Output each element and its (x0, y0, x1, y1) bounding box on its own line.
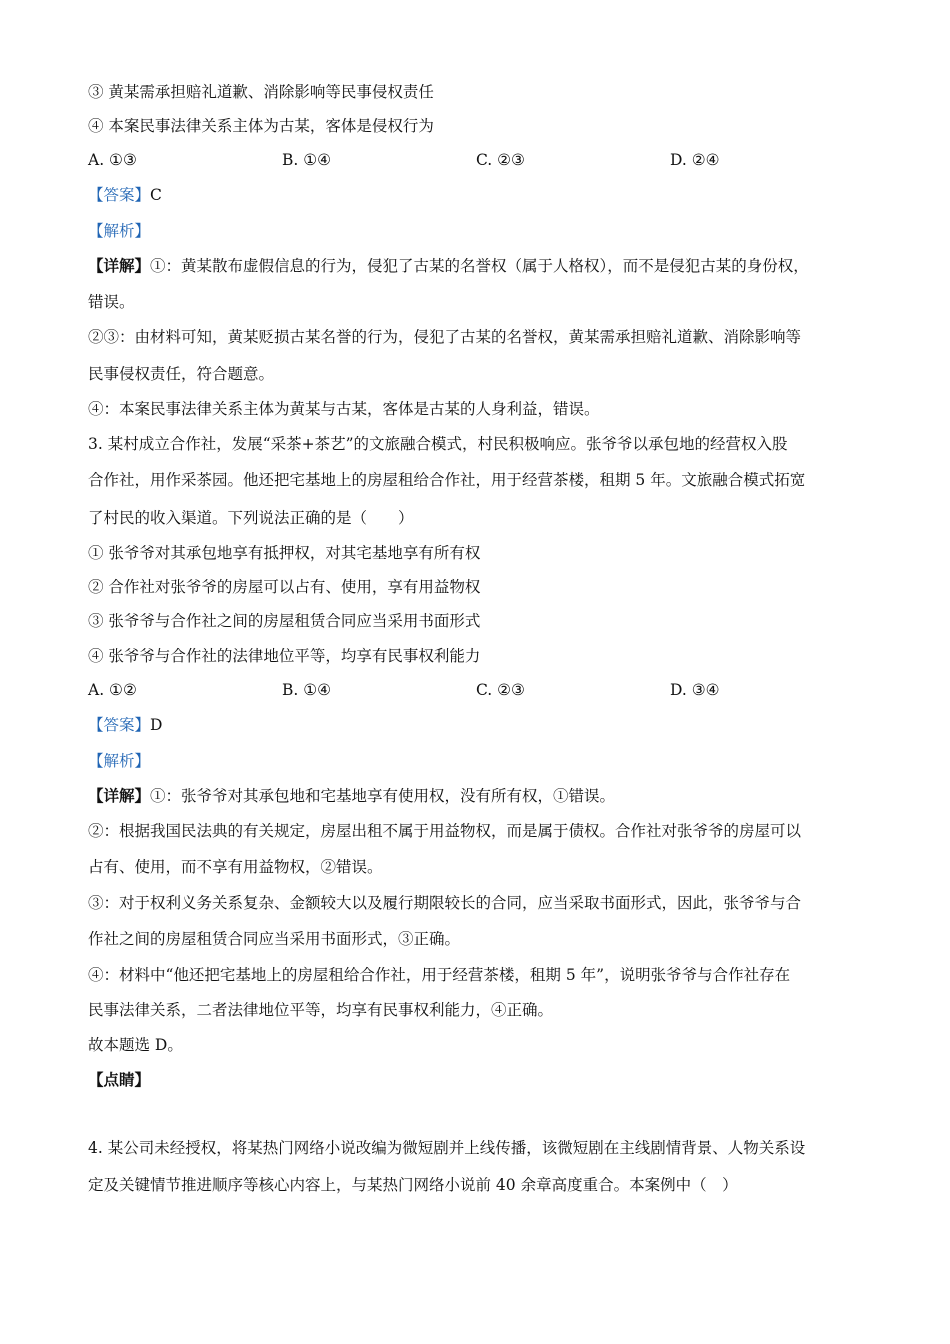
detail-tag: 【详解】 (88, 786, 151, 805)
q3-option-b: B. ①④ (282, 681, 332, 699)
detail-text: ①：黄某散布虚假信息的行为，侵犯了古某的名誉权（属于人格权），而不是侵犯古某的身份权， (150, 257, 809, 275)
q4-stem-line-1: 4. 某公司未经授权，将某热门网络小说改编为微短剧并上线传播，该微短剧在主线剧情背景、人物关系设 (88, 1139, 806, 1157)
answer-value: D (150, 716, 163, 734)
q4-stem-line-2: 定及关键情节推进顺序等核心内容上，与某热门网络小说前 40 余章高度重合。本案例中（ ） (88, 1176, 738, 1194)
q2-statement-3: ③ 黄某需承担赔礼道歉、消除影响等民事侵权责任 (88, 83, 434, 101)
q3-detail-line-1 (88, 786, 615, 806)
answer-value: C (150, 186, 162, 204)
q2-analysis-tag: 【解析】 (88, 222, 151, 240)
q2-detail-line-2: 错误。 (88, 293, 135, 311)
q3-option-a: A. ①② (88, 681, 137, 699)
q3-statement-1: ① 张爷爷对其承包地享有抵押权，对其宅基地享有所有权 (88, 544, 481, 562)
answer-tag: 【答案】 (88, 716, 151, 734)
detail-tag: 【详解】 (88, 256, 151, 275)
q2-option-c: C. ②③ (476, 151, 525, 169)
answer-tag: 【答案】 (88, 186, 151, 204)
q2-detail-line-4: 民事侵权责任，符合题意。 (88, 365, 275, 383)
q3-detail-line-6: ④：材料中“他还把宅基地上的房屋租给合作社，用于经营茶楼，租期 5 年”，说明张爷爷与合作社存在 (88, 966, 791, 984)
q3-stem-line-3: 了村民的收入渠道。下列说法正确的是（ ） (88, 509, 414, 527)
q3-statement-4: ④ 张爷爷与合作社的法律地位平等，均享有民事权利能力 (88, 647, 481, 665)
detail-text: ①：张爷爷对其承包地和宅基地享有使用权，没有所有权，①错误。 (150, 787, 616, 805)
q2-statement-4: ④ 本案民事法律关系主体为古某，客体是侵权行为 (88, 117, 434, 135)
q3-comment-tag: 【点睛】 (88, 1070, 151, 1089)
q3-statement-3: ③ 张爷爷与合作社之间的房屋租赁合同应当采用书面形式 (88, 612, 481, 630)
q2-option-a: A. ①③ (88, 151, 137, 169)
q3-detail-line-3: 占有、使用，而不享有用益物权，②错误。 (88, 858, 383, 876)
q2-detail-line-1 (88, 256, 809, 276)
q3-detail-line-4: ③：对于权利义务关系复杂、金额较大以及履行期限较长的合同，应当采取书面形式，因此，张爷爷与合 (88, 894, 802, 912)
q3-conclusion: 故本题选 D。 (88, 1036, 183, 1054)
q3-detail-line-2: ②：根据我国民法典的有关规定，房屋出租不属于用益物权，而是属于债权。合作社对张爷爷的房屋可以 (88, 822, 802, 840)
q3-detail-line-5: 作社之间的房屋租赁合同应当采用书面形式，③正确。 (88, 930, 461, 948)
q3-option-d: D. ③④ (670, 681, 720, 699)
q3-analysis-tag: 【解析】 (88, 752, 151, 770)
q2-option-b: B. ①④ (282, 151, 332, 169)
q3-stem-line-1: 3. 某村成立合作社，发展“采茶+茶艺”的文旅融合模式，村民积极响应。张爷爷以承包地的经营权入股 (88, 435, 788, 453)
q3-option-c: C. ②③ (476, 681, 525, 699)
q3-statement-2: ② 合作社对张爷爷的房屋可以占有、使用，享有用益物权 (88, 578, 481, 596)
q2-answer (88, 185, 162, 205)
q3-detail-line-7: 民事法律关系，二者法律地位平等，均享有民事权利能力，④正确。 (88, 1001, 554, 1019)
q2-option-d: D. ②④ (670, 151, 720, 169)
q2-detail-line-5: ④：本案民事法律关系主体为黄某与古某，客体是古某的人身利益，错误。 (88, 400, 600, 418)
q2-detail-line-3: ②③：由材料可知，黄某贬损古某名誉的行为，侵犯了古某的名誉权，黄某需承担赔礼道歉、消除影响等 (88, 328, 802, 346)
q3-answer (88, 715, 162, 735)
q3-stem-line-2: 合作社，用作采茶园。他还把宅基地上的房屋租给合作社，用于经营茶楼，租期 5 年。文旅融合模式拓宽 (88, 471, 806, 489)
